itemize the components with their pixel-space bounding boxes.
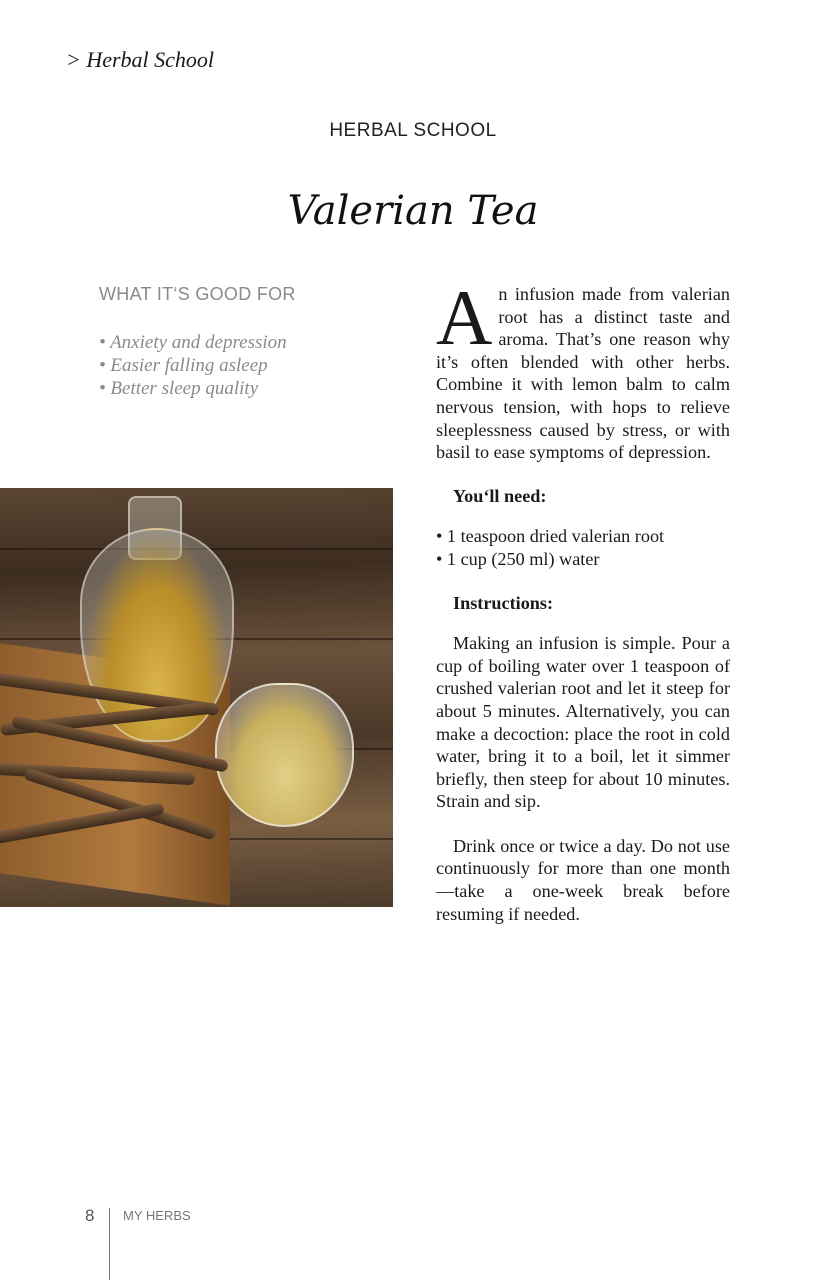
ingredients-list [436,525,730,570]
article-body [436,274,730,925]
section-heading: HERBAL SCHOOL [329,120,497,141]
instructions-heading: Instructions: [453,592,554,613]
need-heading: You‘ll need: [453,485,547,506]
good-for-list [99,331,287,400]
footer-label: MY HERBS [123,1208,191,1223]
list-item: • Easier falling asleep [99,354,287,377]
instructions-text: Making an infusion is simple. Pour a cup of boiling water over 1 teaspoon of crushed valerian root and let it steep for about 5 minutes. Alternatively, you can make a decoction: place the root in cold water, bring it to a boil, let it simmer briefly, then steep for about 10 minutes. Strain and sip. [436,633,730,812]
page-number: 8 [85,1206,95,1225]
valerian-tea-photo [0,488,393,907]
footer-divider [109,1208,110,1280]
list-item: • Anxiety and depression [99,331,287,354]
good-for-heading: WHAT IT‘S GOOD FOR [99,284,296,304]
list-item: • 1 cup (250 ml) water [436,548,730,571]
page-title: Valerian Tea [287,188,539,234]
list-item: • 1 teaspoon dried valerian root [436,525,730,548]
drop-cap: A [436,274,493,361]
breadcrumb[interactable]: > Herbal School [66,47,215,72]
list-item: • Better sleep quality [99,377,287,400]
intro-text: n infusion made from valerian root has a distinct taste and aroma. That’s one reason why it’s often blended with other herbs. Combine it with lemon balm to calm nervous tension, with hops to relieve sleeplessness caused by stress, or with basil to ease symptoms of depression. [436,284,730,463]
usage-note: Drink once or twice a day. Do not use continuously for more than one month—take a one-week break before resuming if needed. [436,835,730,924]
